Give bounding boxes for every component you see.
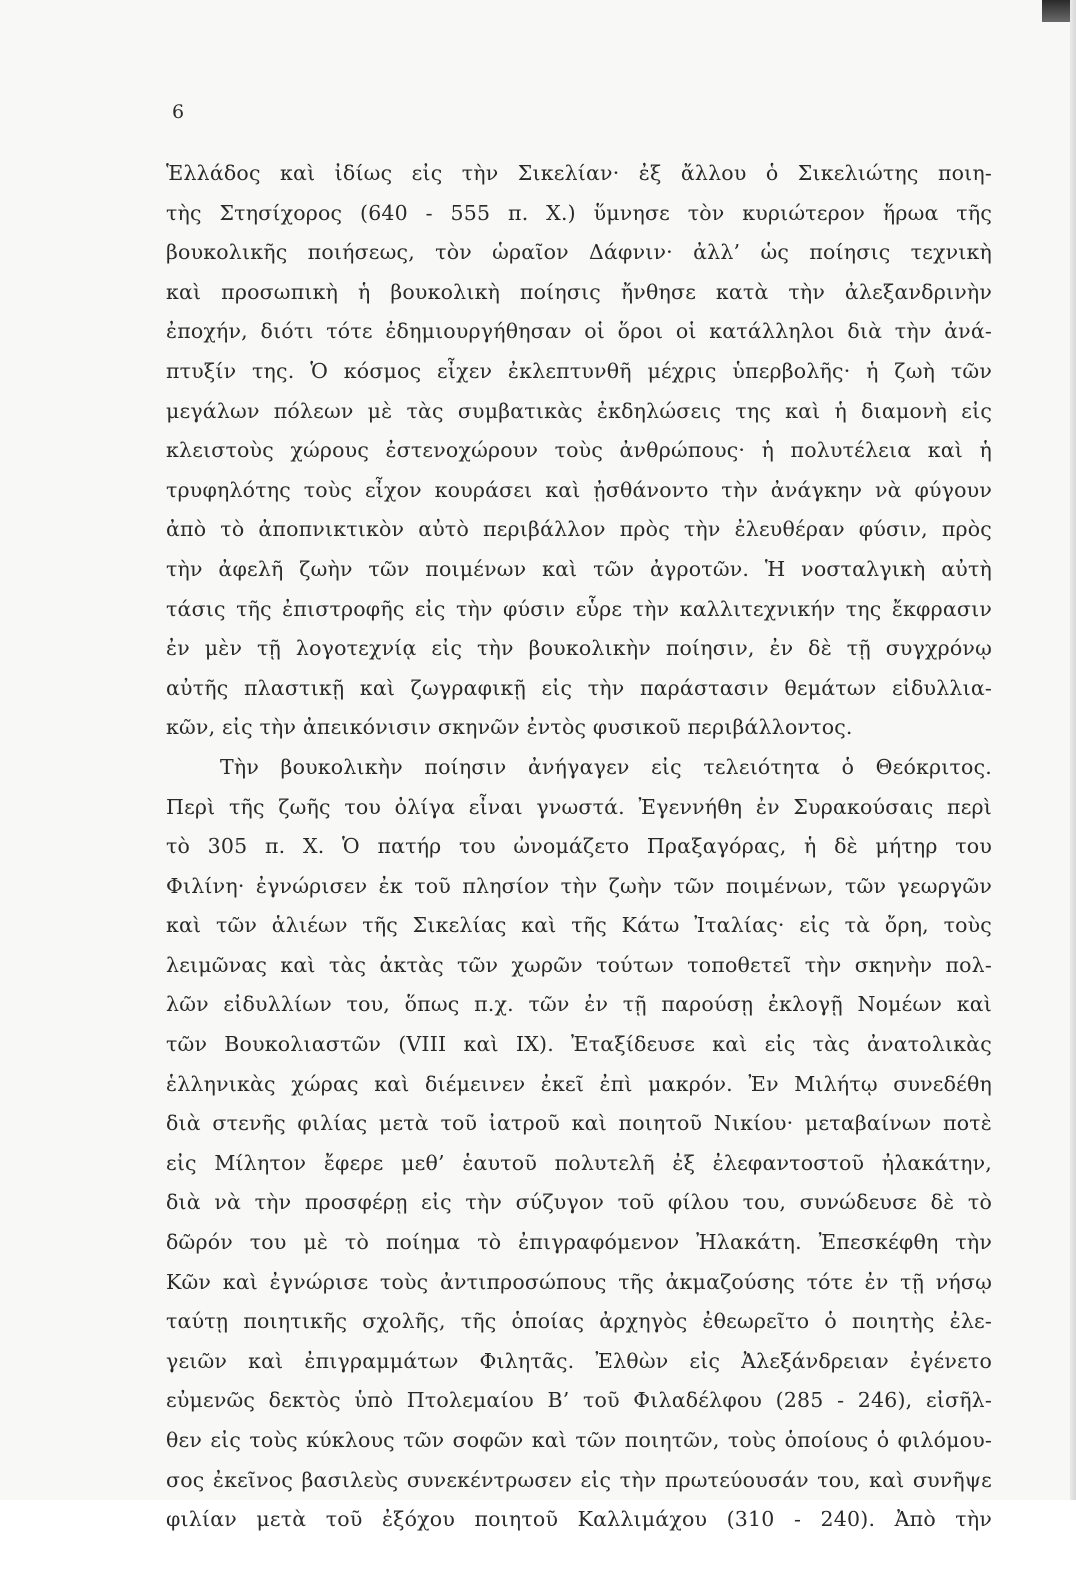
body-text bbox=[166, 154, 992, 1579]
text-line: τρυφηλότης τοὺς εἶχον κουράσει καὶ ᾐσθάνοντο τὴν ἀνάγκην νὰ φύγουν bbox=[166, 477, 992, 502]
text-line: τῶν Βουκολιαστῶν (VIII καὶ IX). Ἐταξίδευσε καὶ εἰς τὰς ἀνατολικὰς bbox=[166, 1032, 992, 1057]
text-line: Περὶ τῆς ζωῆς του ὀλίγα εἶναι γνωστά. Ἐγεννήθη ἐν Συρακούσαις περὶ bbox=[166, 794, 992, 819]
text-line: αὐτῆς πλαστικῇ καὶ ζωγραφικῇ εἰς τὴν παράστασιν θεμάτων εἰδυλλια- bbox=[166, 675, 992, 700]
text-line bbox=[166, 1540, 992, 1579]
text-line: μεγάλων πόλεων μὲ τὰς συμβατικὰς ἐκδηλώσεις της καὶ ἡ διαμονὴ εἰς bbox=[166, 398, 992, 423]
text-line: πτυξίν της. Ὁ κόσμος εἶχεν ἐκλεπτυνθῆ μέχρις ὑπερβολῆς· ἡ ζωὴ τῶν bbox=[166, 358, 992, 383]
text-line: φιλίαν μετὰ τοῦ ἐξόχου ποιητοῦ Καλλιμάχου (310 - 240). Ἀπὸ τὴν bbox=[166, 1507, 992, 1532]
text-line: ταύτῃ ποιητικῆς σχολῆς, τῆς ὁποίας ἀρχηγὸς ἐθεωρεῖτο ὁ ποιητὴς ἐλε- bbox=[166, 1309, 992, 1334]
text-line: δῶρόν του μὲ τὸ ποίημα τὸ ἐπιγραφόμενον Ἠλακάτη. Ἐπεσκέφθη τὴν bbox=[166, 1230, 992, 1255]
text-line: εἰς Μίλητον ἔφερε μεθ’ ἑαυτοῦ πολυτελῆ ἐξ ἐλεφαντοστοῦ ἠλακάτην, bbox=[166, 1150, 992, 1175]
text-line: σος ἐκεῖνος βασιλεὺς συνεκέντρωσεν εἰς τὴν πρωτεύουσάν του, καὶ συνῆψε bbox=[166, 1467, 992, 1492]
text-line: βουκολικῆς ποιήσεως, τὸν ὡραῖον Δάφνιν· ἀλλ’ ὡς ποίησις τεχνικὴ bbox=[166, 240, 992, 265]
text-line: τὴν ἀφελῆ ζωὴν τῶν ποιμένων καὶ τῶν ἀγροτῶν. Ἡ νοσταλγικὴ αὐτὴ bbox=[166, 556, 992, 581]
text-line: ἐποχήν, διότι τότε ἐδημιουργήθησαν οἱ ὅροι οἱ κατάλληλοι διὰ τὴν ἀνά- bbox=[166, 319, 992, 344]
text-line: θεν εἰς τοὺς κύκλους τῶν σοφῶν καὶ τῶν ποιητῶν, τοὺς ὁποίους ὁ φιλόμου- bbox=[166, 1428, 992, 1452]
page-edge bbox=[1070, 0, 1076, 1500]
text-line: κλειστοὺς χώρους ἐστενοχώρουν τοὺς ἀνθρώπους· ἡ πολυτέλεια καὶ ἡ bbox=[166, 438, 992, 463]
text-line: ἀπὸ τὸ ἀποπνικτικὸν αὐτὸ περιβάλλον πρὸς τὴν ἐλευθέραν φύσιν, πρὸς bbox=[166, 517, 992, 542]
text-line: τάσις τῆς ἐπιστροφῆς εἰς τὴν φύσιν εὗρε τὴν καλλιτεχνικήν της ἔκφρασιν bbox=[166, 596, 992, 621]
text-line: τὴς Στησίχορος (640 - 555 π. Χ.) ὕμνησε τὸν κυριώτερον ἥρωα τῆς bbox=[166, 200, 992, 225]
text-line: Τὴν βουκολικὴν ποίησιν ἀνήγαγεν εἰς τελειότητα ὁ Θεόκριτος. bbox=[220, 754, 992, 779]
text-line: ἑλληνικὰς χώρας καὶ διέμεινεν ἐκεῖ ἐπὶ μακρόν. Ἐν Μιλήτῳ συνεδέθη bbox=[166, 1071, 992, 1096]
text-line: καὶ τῶν ἁλιέων τῆς Σικελίας καὶ τῆς Κάτω Ἰταλίας· εἰς τὰ ὄρη, τοὺς bbox=[166, 913, 992, 938]
text-line: τὸ 305 π. Χ. Ὁ πατήρ του ὠνομάζετο Πραξαγόρας, ἡ δὲ μήτηρ του bbox=[166, 834, 992, 859]
text-line: λειμῶνας καὶ τὰς ἀκτὰς τῶν χωρῶν τούτων τοποθετεῖ τὴν σκηνὴν πολ- bbox=[166, 952, 992, 977]
text-line: κῶν, εἰς τὴν ἀπεικόνισιν σκηνῶν ἐντὸς φυσικοῦ περιβάλλοντος. bbox=[166, 715, 853, 740]
text-line: γειῶν καὶ ἐπιγραμμάτων Φιλητᾶς. Ἐλθὼν εἰς Ἀλεξάνδρειαν ἐγένετο bbox=[166, 1348, 992, 1373]
text-line: ἐν μὲν τῇ λογοτεχνίᾳ εἰς τὴν βουκολικὴν ποίησιν, ἐν δὲ τῇ συγχρόνῳ bbox=[166, 636, 992, 661]
text-line: διὰ στενῆς φιλίας μετὰ τοῦ ἰατροῦ καὶ ποιητοῦ Νικίου· μεταβαίνων ποτὲ bbox=[166, 1111, 992, 1136]
text-line: εὐμενῶς δεκτὸς ὑπὸ Πτολεμαίου Β’ τοῦ Φιλαδέλφου (285 - 246), εἰσῆλ- bbox=[166, 1388, 992, 1413]
text-line: Ἑλλάδος καὶ ἰδίως εἰς τὴν Σικελίαν· ἐξ ἄλλου ὁ Σικελιώτης ποιη- bbox=[166, 161, 992, 185]
text-line: λῶν εἰδυλλίων του, ὅπως π.χ. τῶν ἐν τῇ παρούσῃ ἐκλογῇ Νομέων καὶ bbox=[166, 992, 992, 1017]
text-line: Φιλίνη· ἐγνώρισεν ἐκ τοῦ πλησίον τὴν ζωὴν τῶν ποιμένων, τῶν γεωργῶν bbox=[166, 873, 992, 898]
text-line: καὶ προσωπικὴ ἡ βουκολικὴ ποίησις ἤνθησε κατὰ τὴν ἀλεξανδρινὴν bbox=[166, 279, 992, 304]
text-line: Κῶν καὶ ἐγνώρισε τοὺς ἀντιπροσώπους τῆς ἀκμαζούσης τότε ἐν τῇ νήσῳ bbox=[166, 1269, 992, 1294]
page-number: 6 bbox=[172, 101, 185, 123]
text-line: διὰ νὰ τὴν προσφέρῃ εἰς τὴν σύζυγον τοῦ φίλου του, συνώδευσε δὲ τὸ bbox=[166, 1190, 992, 1215]
